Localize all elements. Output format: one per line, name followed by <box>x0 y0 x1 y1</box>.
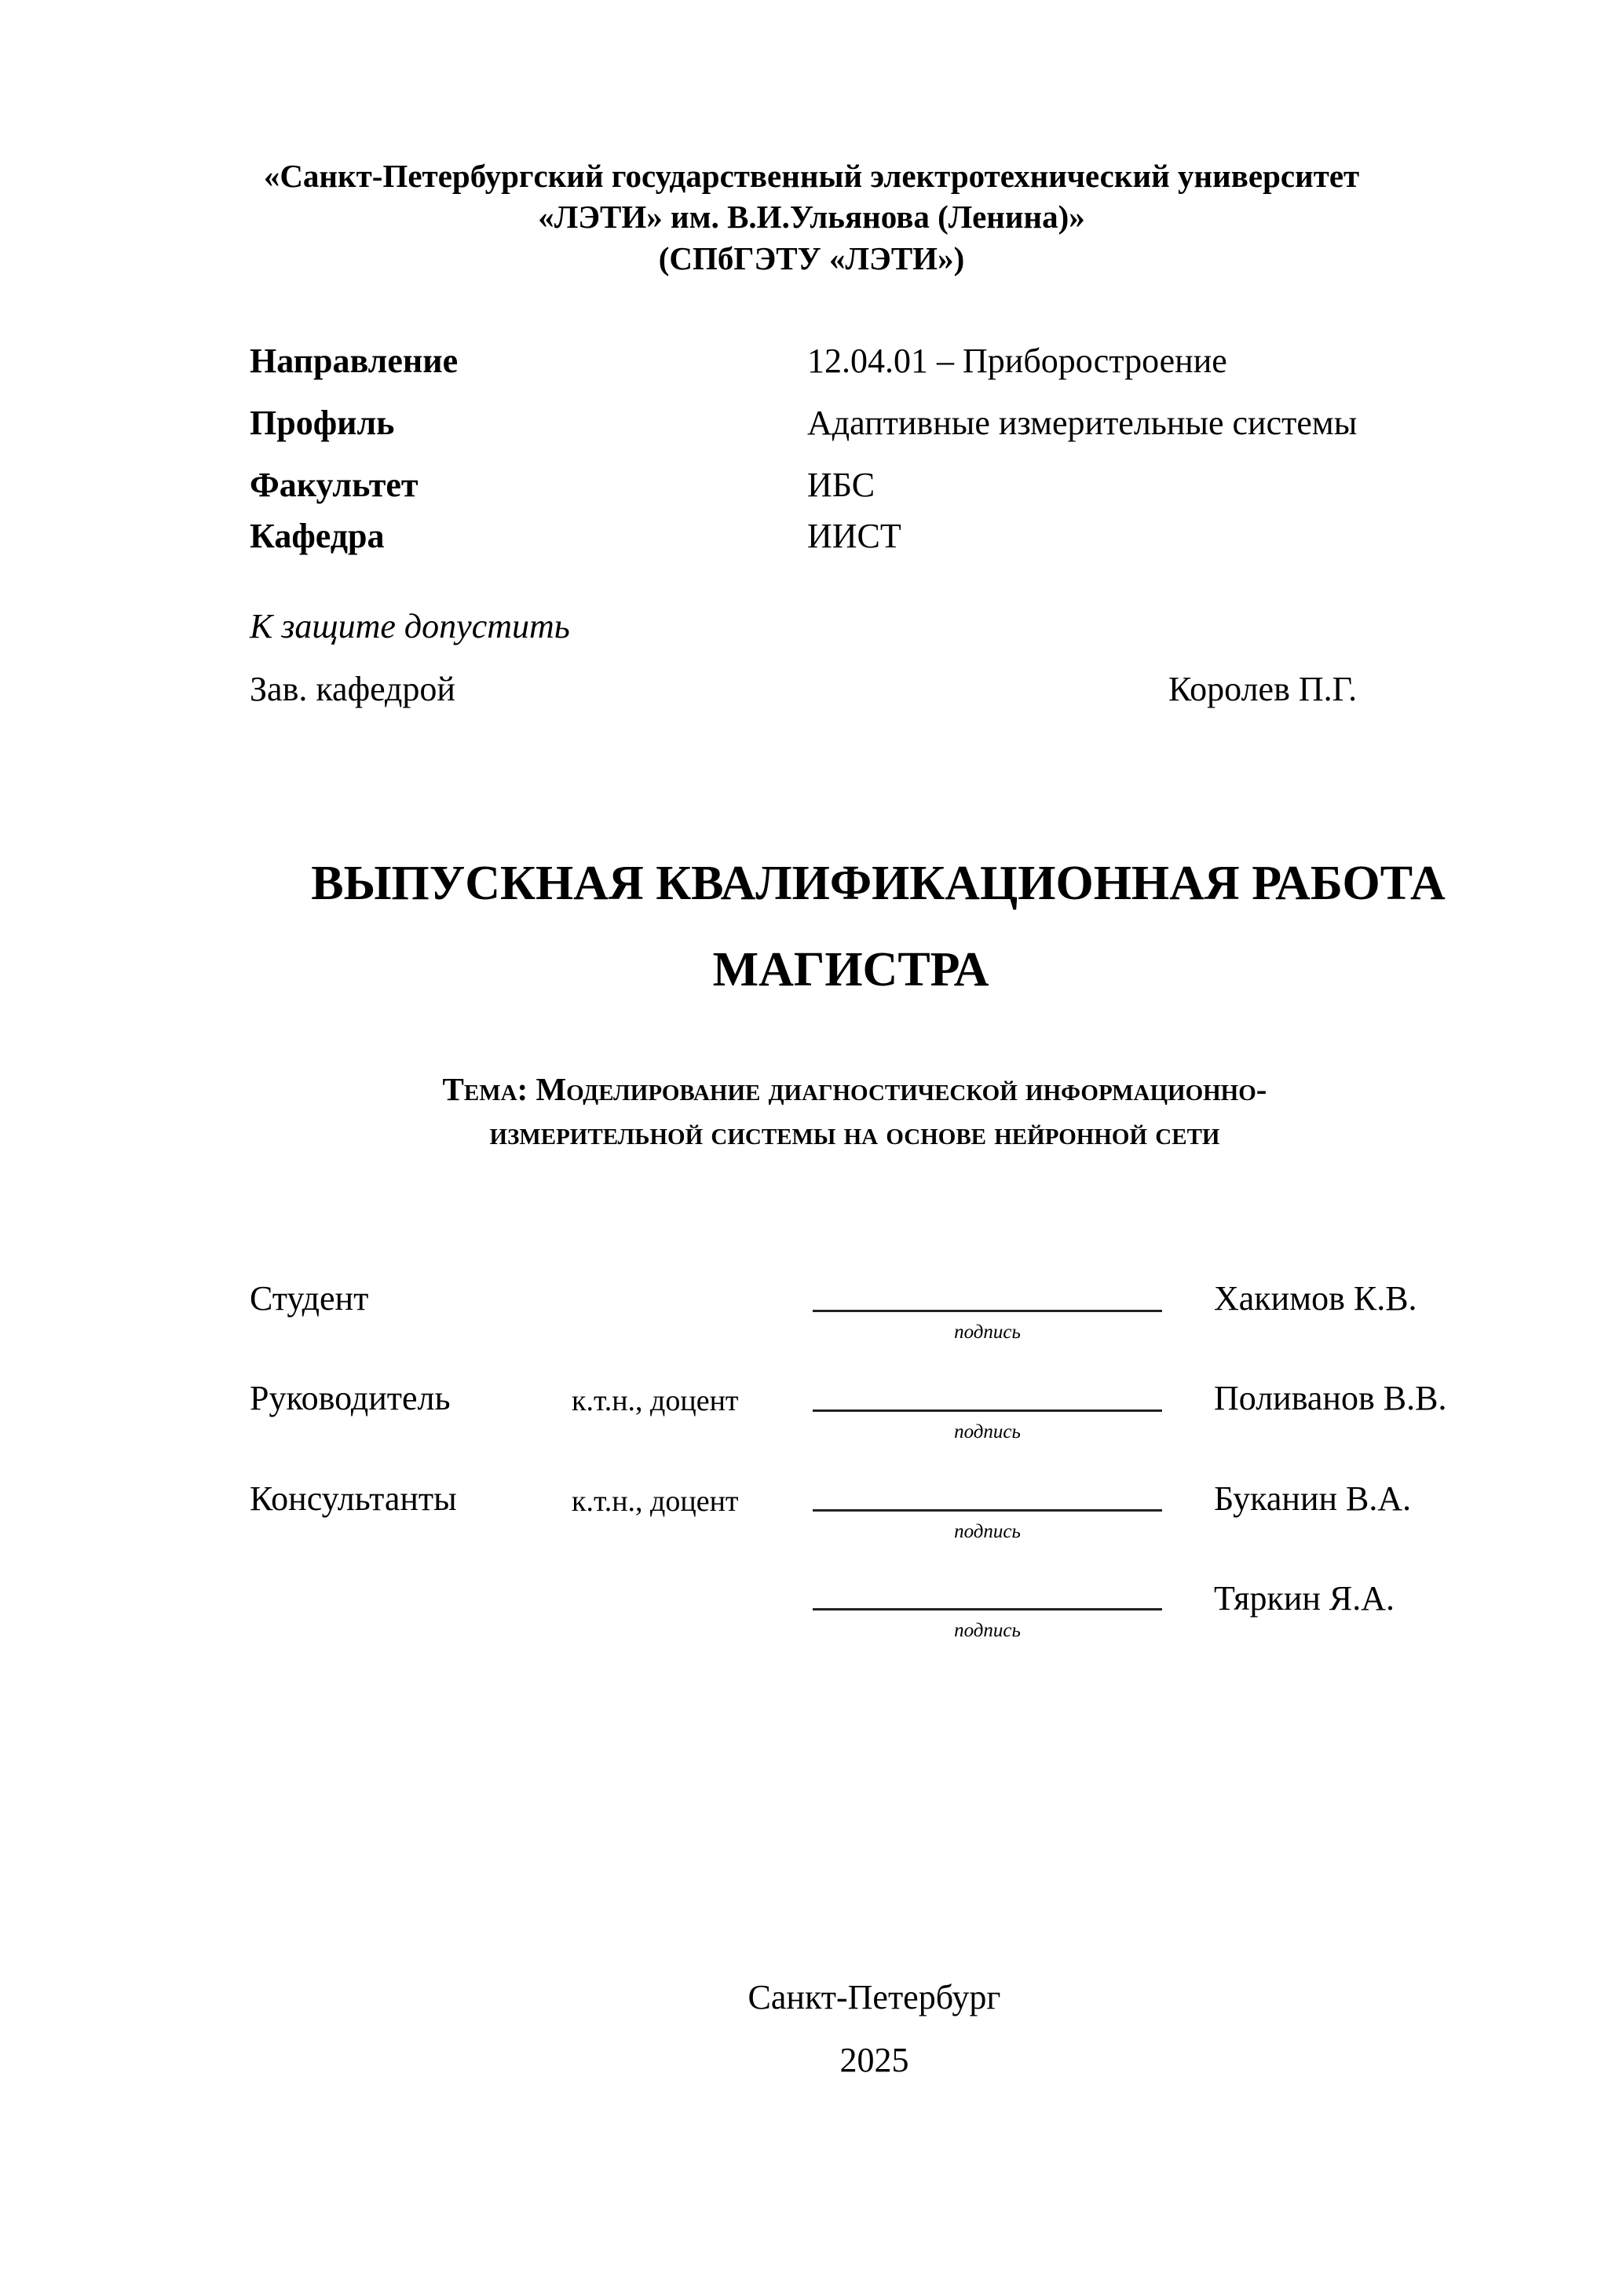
student-signature-line <box>813 1310 1162 1312</box>
student-name: Хакимов К.В. <box>1214 1279 1417 1318</box>
department-label: Кафедра <box>250 517 385 555</box>
consultant-1-degree: к.т.н., доцент <box>572 1485 739 1518</box>
work-title-line1: ВЫПУСКНАЯ КВАЛИФИКАЦИОННАЯ РАБОТА <box>311 857 1446 910</box>
theme-line1: Тема: Моделирование диагностической информационно- <box>442 1071 1267 1107</box>
profile-label: Профиль <box>250 404 395 442</box>
consultant-1-signature-caption: подпись <box>954 1521 1021 1542</box>
consultant-1-name: Буканин В.А. <box>1214 1479 1412 1518</box>
consultants-role: Консультанты <box>250 1479 457 1518</box>
year: 2025 <box>839 2041 909 2079</box>
consultant-2-signature-caption: подпись <box>954 1620 1021 1641</box>
consultant-1-signature-line <box>813 1509 1162 1512</box>
faculty-label: Факультет <box>250 466 419 504</box>
department-value: ИИСТ <box>807 517 901 555</box>
faculty-value: ИБС <box>807 466 875 504</box>
student-role: Студент <box>250 1279 369 1318</box>
direction-label: Направление <box>250 342 459 380</box>
supervisor-degree: к.т.н., доцент <box>572 1384 739 1417</box>
supervisor-role: Руководитель <box>250 1379 451 1417</box>
profile-value: Адаптивные измерительные системы <box>807 404 1358 442</box>
city: Санкт-Петербург <box>748 1978 1001 2016</box>
university-abbreviation: (СПбГЭТУ «ЛЭТИ») <box>658 240 965 276</box>
approval-note: К защите допустить <box>250 607 570 645</box>
head-of-department-name: Королев П.Г. <box>1168 670 1358 708</box>
direction-value: 12.04.01 – Приборостроение <box>807 342 1227 380</box>
university-name-line2: «ЛЭТИ» им. В.И.Ульянова (Ленина)» <box>538 199 1085 235</box>
student-signature-caption: подпись <box>954 1322 1021 1343</box>
supervisor-name: Поливанов В.В. <box>1214 1379 1447 1417</box>
supervisor-signature-caption: подпись <box>954 1421 1021 1442</box>
university-name-line1: «Санкт-Петербургский государственный электротехнический университет <box>263 158 1360 194</box>
theme-line2: измерительной системы на основе нейронной сети <box>489 1115 1220 1151</box>
supervisor-signature-line <box>813 1409 1162 1412</box>
work-title-line2: МАГИСТРА <box>712 943 989 996</box>
head-of-department-label: Зав. кафедрой <box>250 670 455 708</box>
consultant-2-signature-line <box>813 1608 1162 1610</box>
consultant-2-name: Тяркин Я.А. <box>1214 1579 1395 1618</box>
